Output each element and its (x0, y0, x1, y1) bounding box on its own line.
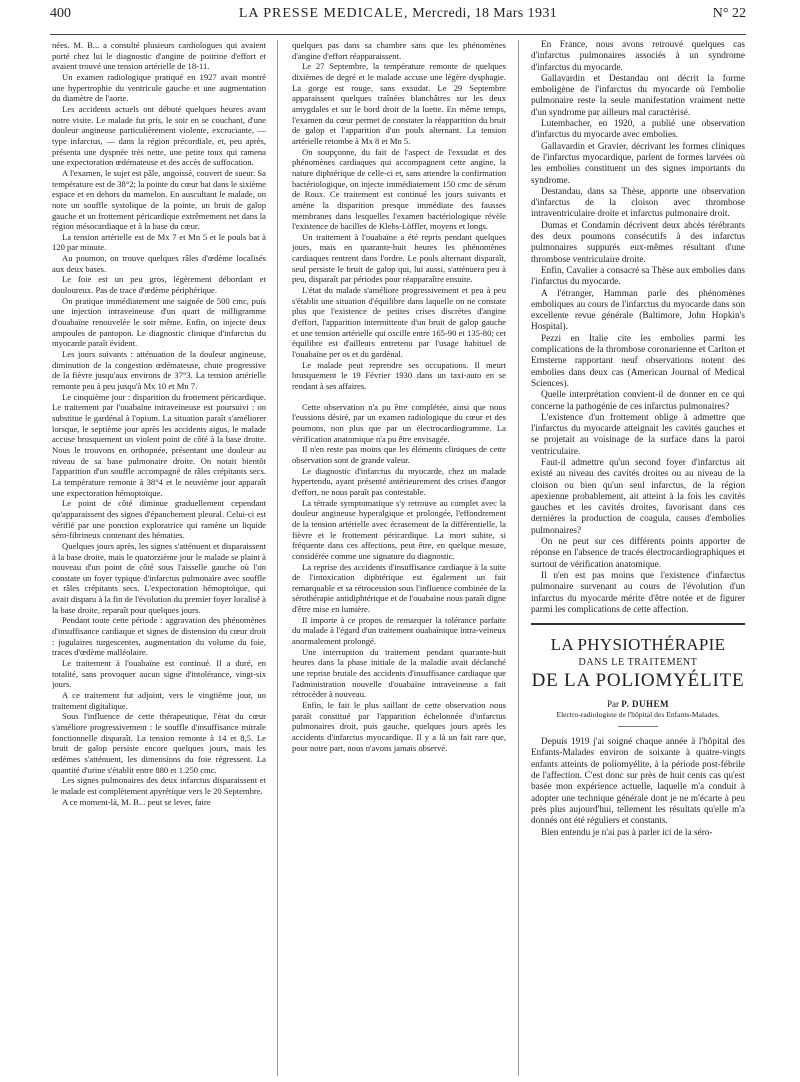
author-affiliation: Electro-radiologiste de l'hôpital des Enfants-Malades. (556, 710, 720, 720)
paragraph: Le point de côté diminue graduellement cependant qu'apparaissent des signes d'épanchement pleural. Celui-ci est vérifié par une ponction exploratrice qui ramène un liquide séro-fibrineux contenant des hématies. (52, 498, 266, 541)
paragraph: Au poumon, on trouve quelques râles d'œdème localisés aux deux bases. (52, 253, 266, 274)
paragraph: Il n'en reste pas moins que les éléments cliniques de cette observation sont de grande valeur. (292, 444, 506, 465)
paragraph: A l'étranger, Hamman parle des phénomènes emboliques au cours de l'infarctus du myocarde dans son excellente revue générale (Baltimore, John Hopkin's Hospital). (531, 288, 745, 333)
paragraph: Les jours suivants : atténuation de la douleur angineuse, diminution de la congestion œdémateuse, chute progressive de la fièvre jusqu'aux environs de 37°3. La tension artérielle remonte peu à peu jusqu'à Mx 10 et Mn 7. (52, 349, 266, 391)
paragraph: L'état du malade s'améliore progressivement et peu à peu s'établit une situation d'équilibre dans laquelle on ne constate plus que l'existence de petites crises discrètes d'angine d'effort, l'apparition intermittente d'un bruit de galop gauche et une tension artérielle qui oscille entre 165-90 et 135-80; cet équilibre est d'ailleurs entretenu par l'usage habituel de l'ouabaïne per os et du gardénal. (292, 285, 506, 360)
column-2 (292, 40, 506, 1076)
paragraph: Quelle interprétation convient-il de donner en ce qui concerne la pathogénie de ces infarctus pulmonaires? (531, 390, 745, 412)
column-divider (518, 40, 519, 1076)
page-number: 400 (50, 6, 71, 21)
paragraph: Enfin, Cavalier a consacré sa Thèse aux embolies dans l'infarctus du myocarde. (531, 265, 745, 288)
column-3 (531, 40, 745, 1076)
paragraph: Le foie est un peu gros, légèrement débordant et douloureux. Pas de trace d'œdème périphérique. (52, 274, 266, 296)
running-title (50, 6, 746, 22)
paragraph: On pratique immédiatement une saignée de 500 cmc, puis une injection intraveineuse d'un quart de milligramme d'ouabaïne renouvelée le soir même. Enfin, on injecte deux ampoules de pantopon. Le diagnostic clinique d'infarctus du myocarde paraît évident. (52, 295, 266, 349)
issue-date: Mercredi, 18 Mars 1931 (412, 6, 558, 21)
paragraph: Destandau, dans sa Thèse, apporte une observation d'infarctus de la cloison avec thrombose intraventriculaire droite et infarctus pulmonaire droit. (531, 186, 745, 220)
column-3-text (531, 40, 745, 616)
paragraph: Il n'en est pas moins que l'existence d'infarctus pulmonaire survenant au cours de l'évolution d'un infarctus du myocarde mérite d'être notée et de figurer parmi les complications de cette affection. (531, 570, 745, 615)
paragraph: Gallavardin et Gravier, décrivant les formes cliniques de l'infarctus myocardique, parlent de formes larvées où les embolies constituent un des signes importants du syndrome. (531, 141, 745, 186)
article-subtitle: DANS LE TRAITEMENT (578, 657, 698, 669)
paragraph: La tétrade symptomatique s'y retrouve au complet avec la douleur angineuse hyperalgique et prolongée, l'effondrement de la tension artérielle avec écrasement de la différentielle, la fièvre et le frottement péricardique. La mort subite, si fréquente dans ces affections, peut être, en quelque mesure, considérée comme une signature du diagnostic. (292, 497, 506, 561)
paragraph: Enfin, le fait le plus saillant de cette observation nous paraît constitué par l'apparition échelonnée d'infarctus pulmonaires droit, puis gauche, quelques jours après les accidents d'infarctus myocardique. Il y a là un fait rare que, pour notre part, nous n'avons jamais observé. (292, 700, 506, 753)
paragraph: A ce traitement fut adjoint, vers le vingtième jour, un traitement digitalique. (52, 690, 266, 711)
paragraph: On soupçonne, du fait de l'aspect de l'exsudat et des phénomènes cardiaques qui accompagnent cette angine, la nature diphtérique de celle-ci et, sans attendre la confirmation bactériologique, on injecte immédiatement 150 cmc de sérum de Roux. Ce traitement est continué les jours suivants et amène la disparition presque immédiate des fausses membranes dans lesquelles l'examen bactériologique révèle l'existence de bacilles de Klebs-Löffler, moyens et longs. (292, 146, 506, 232)
paragraph: nées. M. B... a consulté plusieurs cardiologues qui avaient porté chez lui le diagnostic d'angine de poitrine d'effort et avaient trouvé une tension artérielle de 18-11. (52, 40, 266, 72)
paragraph: Dumas et Condamin décrivent deux abcès térébrants des deux poumons consécutifs à des infarctus pulmonaires suppurés eux-mêmes résultant d'une thrombose ventriculaire droite. (531, 220, 745, 265)
paragraph: Quelques jours après, les signes s'atténuent et disparaissent à la base droite, mais le quatorzième jour le malade se plaint à nouveau d'un point de côté sous l'aisselle gauche où l'on constate un foyer typique d'infarctus pulmonaire avec souffle et râles crépitants secs. L'expectoration hémoptoïque, qui avait disparu à la fin de l'évolution du premier foyer localisé à la base droite, reparaît pour quelques jours. (52, 540, 266, 615)
author-name: P. DUHEM (621, 699, 669, 710)
issue-number: N° 22 (712, 6, 746, 21)
paragraph: Un traitement à l'ouabaïne a été repris pendant quelques jours, mais en quarante-huit heures les phénomènes cardiaques rentrent dans l'ordre. Le pouls alternant disparaît, seul persiste le bruit de galop qui, lui aussi, s'atténuera peu à peu, disparaît par périodes pour réapparaître ensuite. (292, 231, 506, 285)
paragraph: Pendant toute cette période : aggravation des phénomènes d'insuffisance cardiaque et signes de distension du cœur droit : jugulaires turgescentes, augmentation du volume du foie, traces d'œdème malléolaire. (52, 615, 266, 658)
paragraph: Les accidents actuels ont débuté quelques heures avant notre visite. Le malade fut pris, le soir en se couchant, d'une douleur angineuse particulièrement violente, excruciante, — type infarctus, — dans la région précordiale, et, peu après, présenta une dyspnée très nette, une petite toux qui ramena une expectoration œdémateuse et des accès de suffocation. (52, 103, 266, 168)
paragraph: quelques pas dans sa chambre sans que les phénomènes d'angine d'effort réapparaissent. (292, 40, 506, 61)
paragraph: La reprise des accidents d'insuffisance cardiaque à la suite de l'intoxication diphtérique est également un fait remarquable et sa rétrocession sous l'influence combinée de la sérothérapie antidiphtérique et de l'ouabaïne nous paraît digne d'être mise en lumière. (292, 561, 506, 615)
paragraph: L'existence d'un frottement oblige à admettre que l'infarctus du myocarde atteignait les cavités gauches et se projetait au voisinage de la surface dans la paroi ventriculaire. (531, 412, 745, 457)
column-divider (277, 40, 278, 1076)
column-1 (52, 40, 266, 1076)
paragraph: Cette observation n'a pu être complétée, ainsi que nous l'eussions désiré, par un examen radiologique du cœur et des poumons, non plus que par un électrocardiogramme. La vérification anatomique n'a pu être envisagée. (292, 401, 506, 444)
paragraph: Gallavardin et Destandau ont décrit la forme emboligène de l'infarctus du myocarde où l'embolie pulmonaire reste la seule manifestation vraiment nette d'un syndrome par ailleurs mal caractérisé. (531, 73, 745, 118)
paragraph: Lutembacher, en 1920, a publié une observation d'infarctus du myocarde avec embolies. (531, 119, 745, 141)
article-separator (531, 623, 745, 625)
paragraph: A l'examen, le sujet est pâle, angoissé, couvert de sueur. Sa température est de 38°2; la pointe du cœur bat dans le sixième espace et en dehors du mamelon. En auscultant le malade, on note un souffle systolique de la pointe, un bruit de galop gauche et un frottement péricardique extrêmement net dans la région mésocardiaque et à la base du cœur. (52, 167, 266, 232)
paragraph: Les signes pulmonaires des deux infarctus disparaissent et le malade est complètement apyrétique vers le 20 Septembre. (52, 775, 266, 796)
paragraph: La tension artérielle est de Mx 7 et Mn 5 et le pouls bat à 120 par minute. (52, 231, 266, 253)
article-title-line1: LA PHYSIOTHÉRAPIE (550, 635, 726, 655)
paragraph: Une interruption du traitement pendant quarante-huit heures dans la phase initiale de la maladie avait déclanché une reprise brutale des accidents d'insuffisance cardiaque que l'administration nouvelle d'ouabaïne intraveineuse a fait rétrocéder à nouveau. (292, 646, 506, 700)
byline-rule (618, 726, 658, 727)
paragraph: Depuis 1919 j'ai soigné chaque année à l'hôpital des Enfants-Malades environ de soixante à quatre-vingts enfants atteints de poliomyélite, à la période post-fébrile de l'affection. C'est donc sur près de huit cents cas qu'est basée mon expérience actuelle, laquelle m'a conduit à adopter une technique générale dont je ne m'écarte à peu près plus aujourd'hui, tellement les résultats qu'elle m'a donnés ont été réguliers et constants. (531, 737, 745, 827)
paragraph: Il importe à ce propos de remarquer la tolérance parfaite du malade à l'égard d'un traitement ouabaïnique intra-veineux anormalement prolongé. (292, 614, 506, 647)
paragraph: A ce moment-là, M. B... peut se lever, faire (62, 796, 211, 807)
article-body (531, 737, 745, 839)
article-title-line2: DE LA POLIOMYÉLITE (531, 670, 745, 692)
paragraph: En France, nous avons retrouvé quelques cas d'infarctus pulmonaires associés à un syndrome d'infarctus du myocarde. (531, 40, 745, 73)
article-heading (531, 635, 745, 727)
paragraph: Un examen radiologique pratiqué en 1927 avait montré une hypertrophie du ventricule gauche et une augmentation du diamètre de l'aorte. (52, 71, 266, 104)
paragraph: On ne peut sur ces différents points apporter de réponse en l'absence de tracés électrocardiographiques et surtout de vérification anatomique. (531, 537, 745, 570)
paragraph: Sous l'influence de cette thérapeutique, l'état du cœur s'améliore progressivement : le souffle d'insuffisance mitrale fonctionnelle disparaît. La tension remonte à 14 et 8,5. Le bruit de galop persiste encore quelques jours, mais les œdèmes s'atténuent, les dimensions du foie régressent. La quantité d'urine s'établit entre 880 et 1.250 cmc. (52, 711, 266, 775)
journal-name: LA PRESSE MEDICALE, (238, 6, 409, 21)
paragraph: Bien entendu je n'ai pas à parler ici de la séro- (541, 827, 713, 838)
paragraph: Le 27 Septembre, la température remonte de quelques dixièmes de degré et le malade accuse une légère dysphagie. La gorge est rouge, sans exsudat. Le 29 Septembre apparaissent quelques traînées blanchâtres sur les deux amygdales et sur le bord droit de la luette. En même temps, l'examen du cœur permet de constater la réapparition du bruit de galop et l'apparition d'un pouls alternant. La tension artérielle retombe à Mx 8 et Mn 5. (292, 61, 506, 146)
header-rule (50, 34, 746, 35)
paragraph: Pezzi en Italie cite les embolies parmi les complications de la thrombose coronarienne et Carlton et Ernsterne rapportant neuf observations notent des embolies dans deux cas (American Journal of Medical Sciences). (531, 333, 745, 389)
page-header (50, 0, 746, 34)
paragraph: Le traitement à l'ouabaïne est continué. Il a duré, en totalité, sans provoquer aucun signe d'intolérance, vingt-six jours. (52, 658, 266, 690)
paragraph: Faut-il admettre qu'un second foyer d'infarctus ait existé au niveau des cavités droites ou au niveau de la cloison ou bien qu'un seul infarctus, de la région apexienne probablement, ait atteint à la fois les cavités gauches et les cavités droites, favorisant dans ces dernières la production de coagula, causes d'embolies pulmonaires? (531, 457, 745, 536)
paragraph: Le cinquième jour : disparition du frottement péricardique. Le traitement par l'ouabaïne intraveineuse est poursuivi : on substitue le gardénal à l'opium. La situation paraît s'améliorer lorsque, le septième jour après les accidents aigus, le malade accuse brusquement un violent point de côté à la base droite. Nous le trouvons en orthopnée, présentant une douleur au niveau de sa base pulmonaire droite. On notait bientôt l'apparition d'un souffle accompagné de râles crépitants secs. La température remonte à 38°4 et le neuvième jour apparaît une expectoration hémoptoïque. (52, 391, 266, 498)
paragraph: Le diagnostic d'infarctus du myocarde, chez un malade hypertendu, ayant présenté antérieurement des crises d'angor d'effort, ne nous paraît pas contestable. (292, 465, 506, 497)
article-author (531, 698, 745, 710)
paragraph: Le malade peut reprendre ses occupations. Il meurt brusquement le 19 Février 1930 dans un taxi-auto en se rendant à ses affaires. (292, 359, 506, 391)
author-prefix: Par (607, 699, 620, 710)
